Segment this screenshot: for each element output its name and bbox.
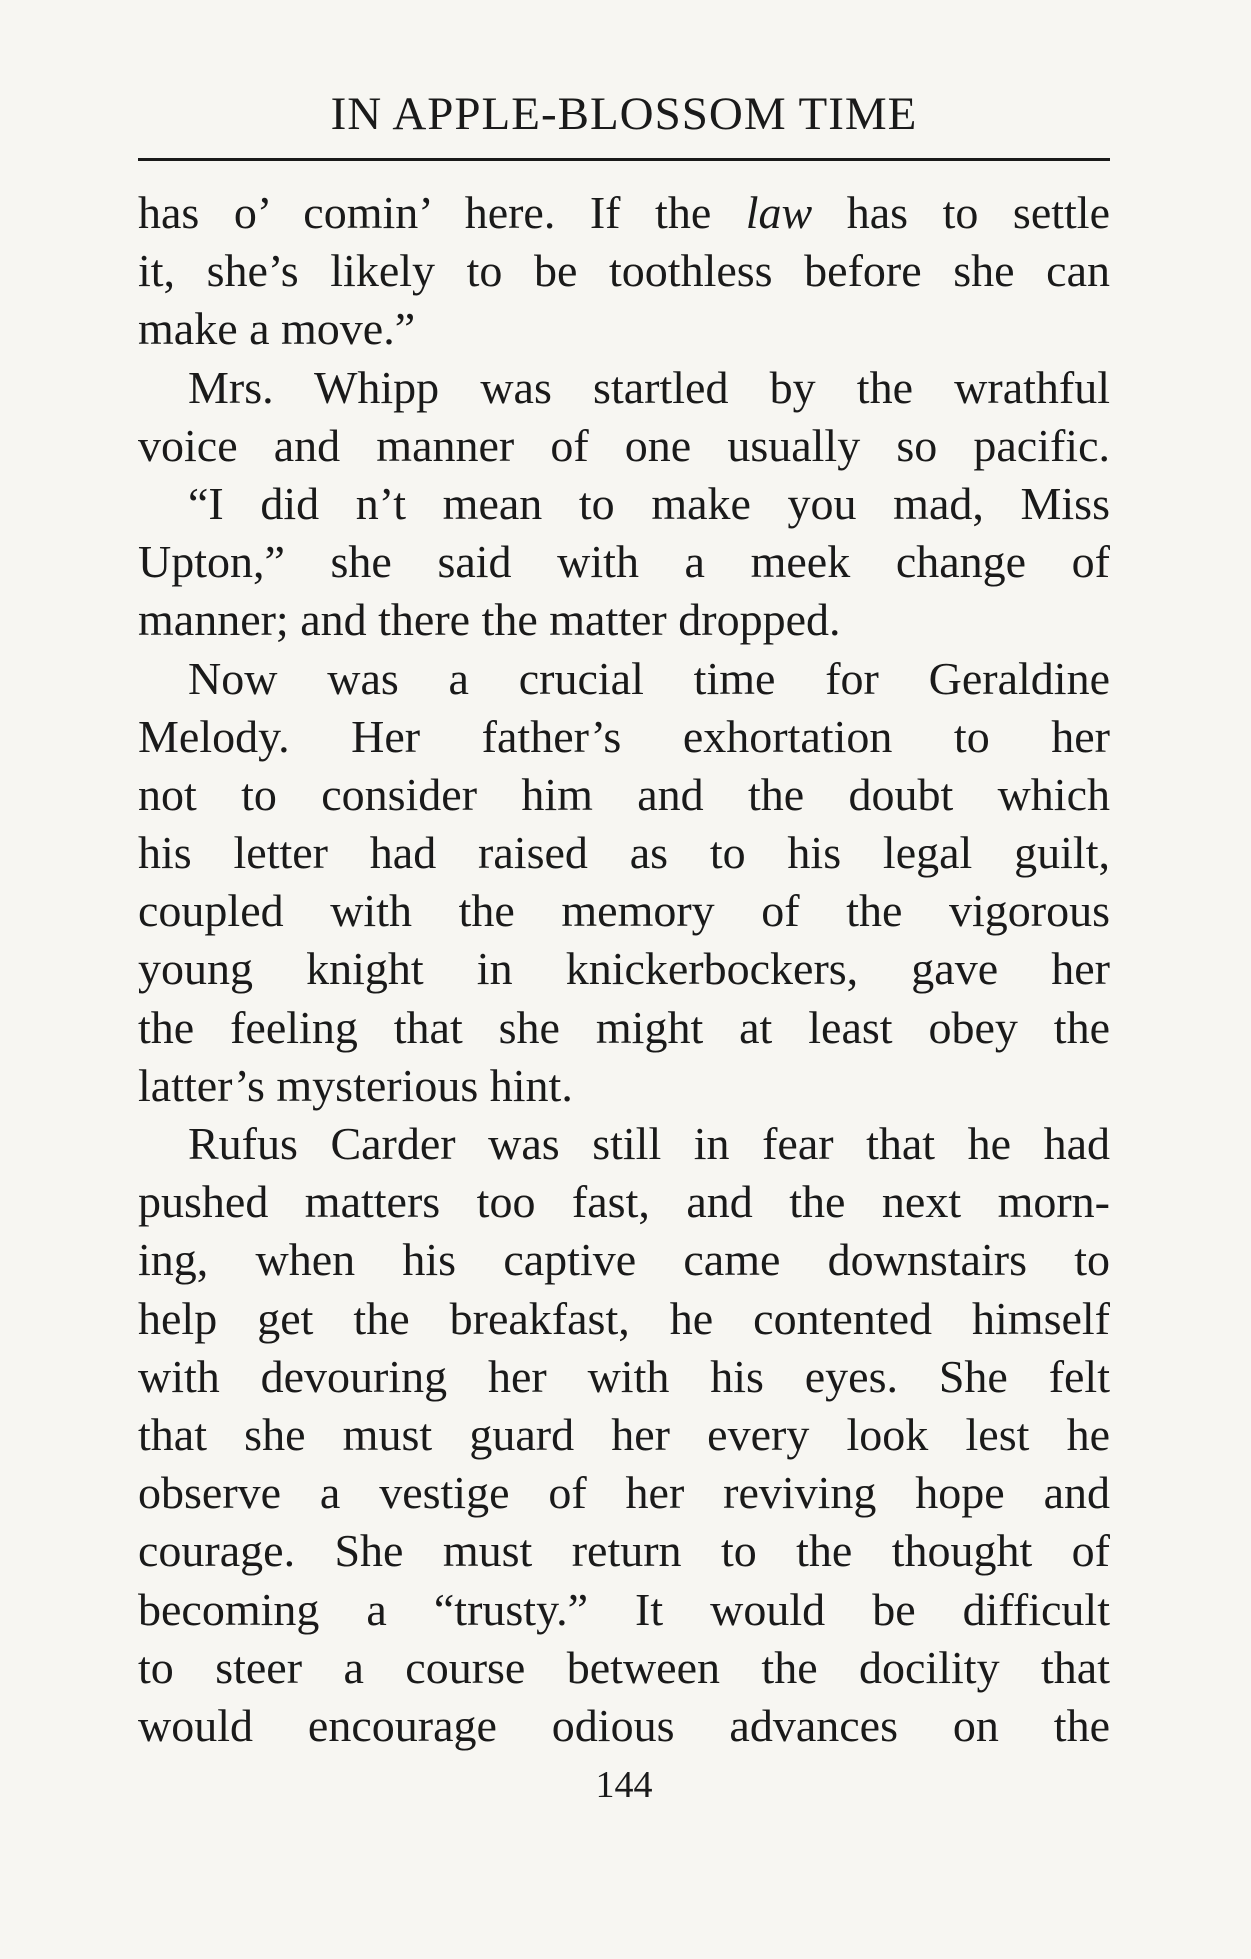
text-line-content: pushed matters too fast, and the next morn- [138,1176,1110,1228]
text-line-content: help get the breakfast, he contented himself [138,1292,1110,1344]
text-line [138,1581,1110,1639]
text-line-content: his letter had raised as to his legal guilt, [138,827,1110,879]
text-line [138,766,1110,824]
text-line [138,1057,1110,1115]
text-line-content: Now was a crucial time for Geraldine [188,652,1110,704]
text-line-content: Mrs. Whipp was startled by the wrathful [188,361,1110,413]
text-line-content: it, she’s likely to be toothless before she can [138,245,1110,297]
text-line [138,999,1110,1057]
body-text [138,184,1110,1755]
text-line [138,242,1110,300]
text-line [138,882,1110,940]
text-line [138,940,1110,998]
text-line-content: has o’ comin’ here. If the [138,187,746,238]
text-line [138,184,1110,242]
text-line [138,1348,1110,1406]
text-line-content: Rufus Carder was still in fear that he had [188,1118,1110,1169]
text-line-content: the feeling that she might at least obey the [138,1001,1110,1053]
text-line-content: voice and manner of one usually so pacific. [138,419,1110,471]
text-line-content: to steer a course between the docility that [138,1641,1110,1693]
text-line [138,1231,1110,1289]
text-line-content: manner; and there the matter dropped. [138,594,841,646]
text-line [138,1639,1110,1697]
text-line-content: not to consider him and the doubt which [138,768,1110,820]
page-number: 144 [595,1764,653,1806]
running-head: IN APPLE-BLOSSOM TIME [330,88,918,140]
text-line [138,1115,1110,1173]
text-line-content: “I did n’t mean to make you mad, Miss [188,477,1110,529]
text-line [138,475,1110,533]
text-line-content: ing, when his captive came downstairs to [138,1234,1110,1286]
text-line-content: has to settle [812,187,1110,238]
text-line-content: becoming a “trusty.” It would be difficult [138,1583,1110,1635]
text-line [138,300,1110,358]
text-line [138,1290,1110,1348]
text-line [138,359,1110,417]
text-line-content: would encourage odious advances on the [138,1699,1110,1751]
text-line-content: courage. She must return to the thought of [138,1525,1110,1577]
text-line [138,650,1110,708]
text-line-content: with devouring her with his eyes. She felt [138,1350,1110,1402]
emphasis-word: law [745,187,813,238]
text-line [138,1522,1110,1580]
text-line [138,591,1110,649]
text-line [138,1697,1110,1755]
text-line-content: observe a vestige of her reviving hope and [138,1467,1110,1519]
text-line [138,824,1110,882]
text-line [138,1173,1110,1231]
text-line-content: latter’s mysterious hint. [138,1059,573,1111]
text-line-content: that she must guard her every look lest he [138,1408,1110,1460]
text-line-content: Upton,” she said with a meek change of [138,536,1110,588]
text-line [138,417,1110,475]
header-rule [138,158,1110,161]
text-line [138,533,1110,591]
text-line-content: young knight in knickerbockers, gave her [138,943,1110,995]
text-line-content: make a move.” [138,303,416,355]
text-line [138,1406,1110,1464]
text-line [138,708,1110,766]
text-line-content: coupled with the memory of the vigorous [138,885,1110,937]
text-line [138,1464,1110,1522]
text-line-content: Melody. Her father’s exhortation to her [138,710,1110,762]
